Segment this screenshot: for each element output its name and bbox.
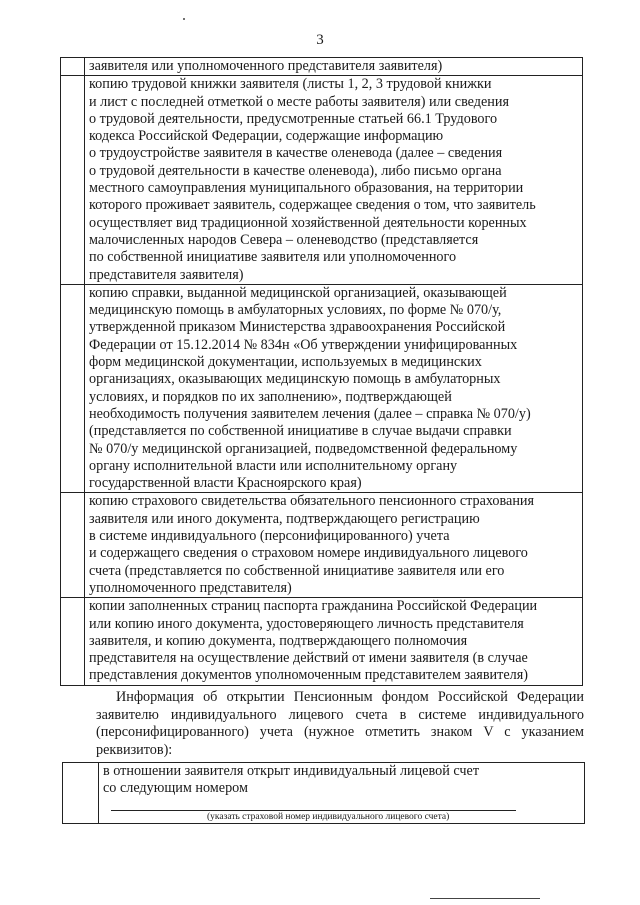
row-line: заявителя, и копию документа, подтверждающего полномочия: [89, 632, 468, 649]
row-line: уполномоченного представителя): [89, 579, 292, 596]
table-row: [61, 598, 583, 685]
row-line: копию справки, выданной медицинской организацией, оказывающей: [89, 284, 507, 301]
account-number-line[interactable]: [111, 810, 516, 811]
row-line: форм медицинской документации, используемых в медицинских: [89, 354, 482, 371]
row-line: утвержденной приказом Министерства здравоохранения Российской: [89, 319, 506, 336]
row-line: организациях, оказывающих медицинскую помощь в амбулаторных: [89, 371, 501, 388]
option-line: в отношении заявителя открыт индивидуальный лицевой счет: [103, 763, 480, 779]
row-line: медицинскую помощь в амбулаторных условиях, по форме № 070/у,: [89, 302, 502, 319]
row-line: органу исполнительной власти или исполнительному органу: [89, 457, 458, 474]
table-row: [61, 284, 583, 493]
checkbox-cell[interactable]: [61, 76, 85, 285]
row-line: представителя заявителя): [89, 266, 244, 283]
account-number-caption: (указать страховой номер индивидуального лицевого счета): [207, 812, 450, 822]
paragraph-line: реквизитов):: [96, 741, 173, 758]
row-line: о трудовой деятельности в качестве оленевода), либо письмо органа: [89, 162, 502, 179]
row-line: местного самоуправления муниципального образования, на территории: [89, 180, 524, 197]
row-line: государственной власти Красноярского края): [89, 475, 362, 492]
table-row: [61, 493, 583, 598]
row-line: или копию иного документа, удостоверяющего личность представителя: [89, 615, 524, 632]
info-paragraph: [96, 689, 584, 759]
row-line: необходимость получения заявителем лечения (далее – справка № 070/у): [89, 405, 531, 422]
row-content: [85, 76, 583, 285]
options-table: [62, 762, 585, 824]
scan-speck: [183, 18, 185, 20]
row-line: в системе индивидуального (персонифицированного) учета: [89, 528, 450, 545]
checkbox-cell[interactable]: [61, 284, 85, 493]
table-row: [61, 58, 583, 76]
row-content: [85, 598, 583, 685]
table-row: [63, 763, 585, 824]
row-line: и содержащего сведения о страховом номере индивидуального лицевого: [89, 545, 528, 562]
option-line: со следующим номером: [103, 780, 248, 797]
paragraph-line: (персонифицированного) учета (нужное отметить знаком V с указанием: [96, 724, 584, 740]
row-line: кодекса Российской Федерации, содержащие информацию: [89, 128, 444, 145]
row-line: осуществляет вид традиционной хозяйственной деятельности коренных: [89, 214, 527, 231]
paragraph-line: Информация об открытии Пенсионным фондом Российской Федерации: [116, 689, 584, 705]
paragraph-line: заявителю индивидуального лицевого счета в системе индивидуального: [96, 706, 584, 723]
row-line: копию трудовой книжки заявителя (листы 1, 2, 3 трудовой книжки: [89, 76, 492, 93]
row-line: Федерации от 15.12.2014 № 834н «Об утверждении унифицированных: [89, 336, 518, 353]
row-content: [85, 58, 583, 76]
row-line: (представляется по собственной инициативе в случае выдачи справки: [89, 423, 512, 440]
checkbox-cell[interactable]: [63, 763, 99, 824]
row-line: заявителя или иного документа, подтверждающего регистрацию: [89, 510, 480, 527]
row-line: о трудоустройстве заявителя в качестве оленевода (далее – сведения: [89, 145, 503, 162]
table-row: [61, 76, 583, 285]
checkbox-cell[interactable]: [61, 493, 85, 598]
row-line: счета (представляется по собственной инициативе заявителя или его: [89, 562, 505, 579]
row-line: заявителя или уполномоченного представителя заявителя): [89, 58, 443, 74]
row-content: [85, 284, 583, 493]
row-line: копии заполненных страниц паспорта гражданина Российской Федерации: [89, 598, 538, 615]
row-content: [85, 493, 583, 598]
row-line: № 070/у медицинской организацией, подведомственной федеральному: [89, 440, 518, 457]
row-line: которого проживает заявитель, содержащее сведения о том, что заявитель: [89, 197, 536, 214]
row-line: и лист с последней отметкой о месте работы заявителя) или сведения: [89, 93, 510, 110]
checkbox-cell[interactable]: [61, 58, 85, 76]
row-line: представления документов уполномоченным представителем заявителя): [89, 667, 528, 684]
row-line: о трудовой деятельности, предусмотренные статьей 66.1 Трудового: [89, 110, 498, 127]
page-number: 3: [316, 32, 324, 48]
documents-table: [60, 57, 583, 686]
option-content: [99, 763, 585, 824]
row-line: условиях, и порядков по их заполнению», подтверждающей: [89, 388, 452, 405]
row-line: копию страхового свидетельства обязательного пенсионного страхования: [89, 493, 535, 510]
scan-artifact-line: [430, 898, 540, 899]
row-line: малочисленных народов Севера – оленеводство (представляется: [89, 231, 479, 248]
row-line: представителя на осуществление действий от имени заявителя (в случае: [89, 650, 528, 667]
row-line: по собственной инициативе заявителя или уполномоченного: [89, 249, 457, 266]
checkbox-cell[interactable]: [61, 598, 85, 685]
